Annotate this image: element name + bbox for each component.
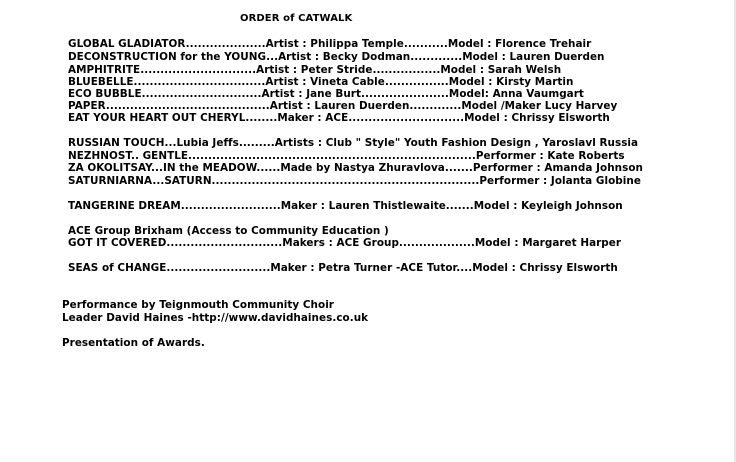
catwalk-entry: EAT YOUR HEART OUT CHERYL........Maker : ACE.............................Model : Chrissy Elsworth [68, 112, 610, 124]
catwalk-entry: GLOBAL GLADIATOR....................Artist : Philippa Temple...........Model : Florence Trehair [68, 38, 592, 50]
awards-note: Presentation of Awards. [62, 337, 205, 349]
catwalk-entry: ZA OKOLITSAY...IN the MEADOW......Made by Nastya Zhuravlova.......Performer : Amanda Johnson [68, 162, 643, 174]
catwalk-entry: ECO BUBBLE..............................Artist : Jane Burt......................Model: Anna Vaumgart [68, 88, 584, 100]
catwalk-entry: NEZHNOST.. GENTLE........................................................................Performer : Kate Roberts [68, 150, 625, 162]
choir-note: Performance by Teignmouth Community Choir [62, 299, 334, 311]
page-title: ORDER of CATWALK [240, 13, 353, 24]
catwalk-entry: AMPHITRITE.............................Artist : Peter Stride.................Model : Sarah Welsh [68, 64, 562, 76]
catwalk-entry: GOT IT COVERED.............................Makers : ACE Group...................Model : Margaret Harper [68, 237, 622, 249]
catwalk-entry: TANGERINE DREAM.........................Maker : Lauren Thistlewaite.......Model : Keyleigh Johnson [68, 200, 623, 212]
group-heading: ACE Group Brixham (Access to Community Education ) [68, 225, 389, 237]
catwalk-entry: RUSSIAN TOUCH...Lubia Jeffs.........Artists : Club " Style" Youth Fashion Design , Yaroslavl Russia [68, 137, 639, 149]
catwalk-entry: SATURNIARNA...SATURN...................................................................Performer : Jolanta Globine [68, 175, 641, 187]
catwalk-entry: PAPER.........................................Artist : Lauren Duerden.............Model /Maker Lucy Harvey [68, 100, 618, 112]
catwalk-entry: DECONSTRUCTION for the YOUNG...Artist : Becky Dodman.............Model : Lauren Duerden [68, 51, 605, 63]
catwalk-entry: BLUEBELLE.................................Artist : Vineta Cable................Model : Kirsty Martin [68, 76, 574, 88]
leader-note: Leader David Haines -http://www.davidhaines.co.uk [62, 312, 369, 324]
catwalk-entry: SEAS of CHANGE..........................Maker : Petra Turner -ACE Tutor....Model : Chrissy Elsworth [68, 262, 618, 274]
